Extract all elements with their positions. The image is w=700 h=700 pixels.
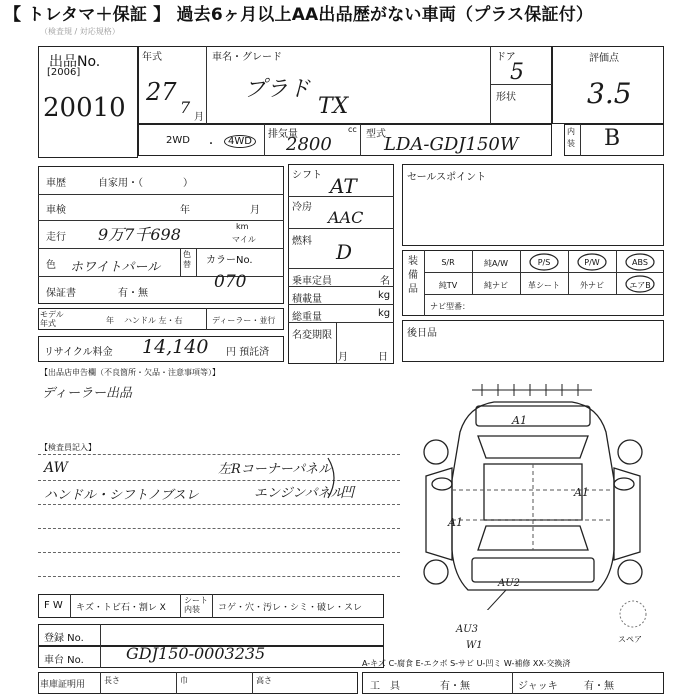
warranty-label: 保証書: [46, 288, 76, 299]
drive-dot: ・: [206, 139, 216, 150]
chassis-value: GDJ150-0003235: [126, 644, 266, 663]
recycle-label: リサイクル料金: [44, 347, 113, 358]
nenshiki-value: 27: [146, 78, 177, 106]
history-label: 車歴: [46, 178, 66, 189]
diagram-au3: AU3: [456, 624, 479, 635]
shift-label: シフト: [292, 170, 322, 181]
lot-number: 20010: [43, 93, 126, 123]
drive-2wd: 2WD: [166, 135, 190, 146]
diagram-w1: W1: [466, 640, 483, 651]
doors-value: 5: [510, 60, 524, 85]
cert-height: 高さ: [256, 676, 272, 685]
color-change-label: 色替: [183, 250, 191, 269]
model-code-value: LDA-GDJ150W: [384, 134, 519, 155]
drive-4wd: 4WD: [224, 135, 256, 148]
equip-navi-model: ナビ型番：: [430, 302, 470, 311]
cert-width: 巾: [180, 676, 188, 685]
lot-box: [38, 46, 138, 158]
interior-value: B: [604, 126, 621, 151]
fw-label: F W: [44, 600, 63, 611]
diagram-a1-left: A1: [448, 516, 463, 529]
shift-value: AT: [330, 174, 357, 198]
diagram-a1-right: A1: [574, 486, 589, 499]
score-box: [552, 46, 664, 124]
inspector-left-2: ハンドル・シフトノブスレ: [44, 488, 199, 503]
fuel-value: D: [336, 240, 353, 264]
cert-label: 車庫証明用: [40, 680, 86, 690]
lot-label: 出品No.: [49, 54, 101, 70]
score-label: 評価点: [589, 53, 619, 64]
fw-text: キズ・トビ石・割レ X: [76, 603, 166, 613]
aircon-value: AAC: [328, 208, 364, 227]
load-label: 積載量: [292, 294, 322, 305]
diagram-a1-top: A1: [512, 414, 527, 427]
doors-label: ドア: [496, 52, 516, 63]
model-year-dealer: ディーラー・並行: [212, 316, 276, 325]
lot-year-tag: [2006]: [47, 67, 81, 78]
gross-label: 総重量: [292, 312, 322, 323]
equip-sr: S/R: [441, 258, 455, 267]
inspector-right-1: 左Rコーナーパネル: [218, 462, 332, 477]
equip-abs: ABS: [632, 258, 648, 267]
after-date-label: 後日品: [407, 328, 437, 339]
name-change-month: 月: [338, 352, 348, 363]
tools-row: [362, 672, 664, 694]
chassis-label: 車台 No.: [44, 655, 84, 666]
aircon-label: 冷房: [292, 202, 312, 213]
displacement-value: 2800: [286, 134, 332, 155]
damage-legend: A-キズ C-腐食 E-エクボ S-サビ U-凹ミ W-補修 XX-交換済: [362, 659, 571, 668]
jack-label: ジャッキ: [518, 681, 558, 692]
score-value: 3.5: [587, 77, 632, 110]
equip-aw: 純A/W: [483, 259, 509, 268]
displacement-label: 排気量: [268, 129, 298, 140]
inspector-right-tag: 凹: [340, 485, 354, 501]
mileage-label: 走行: [46, 232, 66, 243]
tools-label: 工 具: [370, 681, 400, 692]
gross-unit: kg: [378, 308, 391, 319]
fw-seat-label: シート内装: [184, 596, 208, 614]
name-change-day: 日: [378, 352, 388, 363]
car-damage-diagram: [402, 380, 664, 610]
spare-tire-icon: [618, 598, 648, 630]
model-label: 車名・グレード: [212, 52, 282, 63]
fw-seat-text: コゲ・穴・汚レ・シミ・破レ・スレ: [218, 603, 363, 613]
shape-label: 形状: [496, 92, 516, 103]
diagram-au2: AU2: [498, 578, 521, 589]
faded-header: （検査規 / 対応規格）: [40, 27, 120, 36]
model-year-label: モデル年式: [40, 310, 64, 328]
color-label: 色: [46, 260, 56, 271]
capacity-unit: 名: [380, 276, 390, 287]
equip-ext-navi: 外ナビ: [580, 281, 604, 290]
displacement-unit: cc: [348, 125, 357, 134]
recycle-value: 14,140: [142, 336, 209, 358]
equipment-marks: [402, 250, 664, 316]
mileage-unit-mile: マイル: [232, 235, 256, 244]
color-value: ホワイトパール: [70, 260, 161, 275]
cert-row: [38, 672, 358, 694]
spare-label: スペア: [618, 635, 642, 644]
equip-tv: 純TV: [438, 281, 458, 290]
color-code: 070: [214, 272, 247, 292]
shaken-month: 月: [250, 205, 260, 216]
equipment-label: 装備品: [408, 256, 418, 295]
mileage-value: 9万7千698: [98, 225, 181, 244]
declaration-note: ディーラー出品: [42, 386, 132, 401]
equip-airbag: エアB: [629, 281, 651, 290]
mileage-unit-km: km: [236, 222, 249, 231]
capacity-label: 乗車定員: [292, 276, 332, 287]
inspector-right-2: エンジンパネル: [254, 486, 344, 501]
model-year-handle: ハンドル 左・右: [124, 316, 183, 325]
model-grade: TX: [318, 94, 349, 119]
registration-label: 登録 No.: [44, 633, 84, 644]
after-date-box: [402, 320, 664, 362]
nenshiki-month-value: 7: [180, 98, 191, 117]
equip-navi: 純ナビ: [484, 281, 508, 290]
equip-pw: P/W: [584, 258, 600, 267]
cert-length: 長さ: [104, 676, 120, 685]
load-unit: kg: [378, 290, 391, 301]
name-change-label: 名変期限: [292, 330, 332, 341]
declaration-label: 【出品店申告欄（不良箇所・欠品・注意事項等）】: [40, 368, 220, 377]
banner-title: 【 トレタマ＋保証 】 過去6ヶ月以上AA出品歴がない車両（プラス保証付）: [4, 5, 594, 25]
jack-value: 有・無: [584, 681, 614, 692]
inspector-brace: [326, 456, 342, 500]
color-code-label: カラーNo.: [206, 255, 253, 266]
inspector-label: 【検査員記入】: [40, 443, 96, 452]
equip-ps: P/S: [537, 258, 551, 267]
sales-point-label: セールスポイント: [407, 172, 487, 183]
inspector-left-1: AW: [44, 460, 68, 476]
equip-leather: 革シート: [528, 281, 560, 290]
fuel-label: 燃料: [292, 236, 312, 247]
registration-row: [38, 624, 384, 646]
warranty-value: 有・無: [118, 288, 148, 299]
recycle-unit: 円 預託済: [226, 347, 270, 358]
tools-value: 有・無: [440, 681, 470, 692]
nenshiki-month-unit: 月: [194, 112, 204, 123]
sales-point-box: [402, 164, 664, 246]
shaken-label: 車検: [46, 205, 66, 216]
model-name: プラド: [244, 77, 311, 102]
history-value: 自家用・（ ）: [98, 178, 193, 189]
model-year-nen: 年: [106, 316, 114, 325]
shaken-year: 年: [180, 205, 190, 216]
nenshiki-label: 年式: [142, 52, 162, 63]
model-code-label: 型式: [366, 129, 386, 140]
interior-label: 内装: [567, 127, 575, 148]
